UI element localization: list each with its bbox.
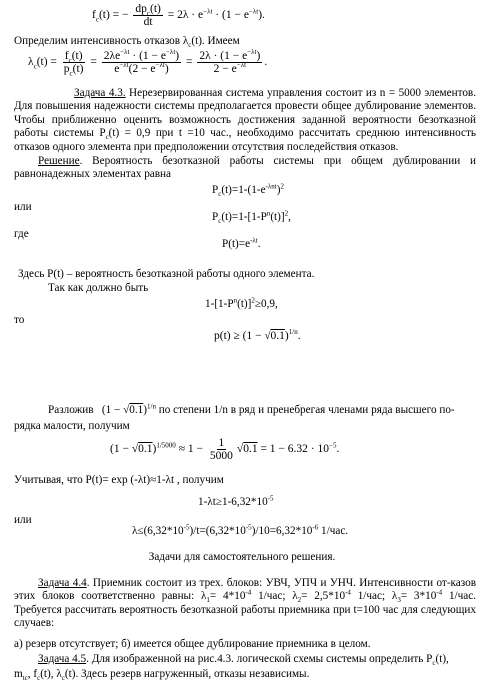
formula-lambda: $\lambda_c(t)$ = $\frac{f_c(t)}{p_c(t)}$ = $\frac{2\lambda e^{-\lambda t} \cdot (1 - e^{-\lambda t})}{e^{-\lambda t}(2 - e^{-\lambda t})}$ = $\frac{2\lambda \cdot (1 - e^{-\lambda t})}{2 - e^{-\lambda t}}$ .	[28, 48, 268, 78]
line-cases: а) резерв отсутствует; б) имеется общее дублирование приемника в целом.	[14, 638, 371, 650]
task-4-4: Задача 4.4. Приемник состоит из трех. блоков: УВЧ, УПЧ и УНЧ. Интенсивности от-казов этих блоков соответственно равны: $\lambda_1= 4*10^{-4}$ 1/час; $\lambda_2= 2,5*10^{-4}$ 1/час; $\lambda_3= 3*10^{-4}$ 1/час. Требуется рассчитать вероятность безотказной работы приемника при t=100 час для следующих случаев:	[14, 577, 477, 630]
line-uchit: Учитывая, что P(t)= exp (-λt)≈1-λt , получим	[14, 474, 224, 486]
line-poryadka: рядка малости, получим	[14, 420, 130, 432]
line-tak: Так как должно быть	[48, 282, 149, 294]
section-heading: Задачи для самостоятельного решения.	[148, 551, 336, 563]
word-ili-1: или	[14, 201, 32, 213]
line-zdes: Здесь P(t) – вероятность безотказной работы одного элемента.	[18, 268, 315, 280]
line-define: Определим интенсивность отказов $\lambda_c(t)$. Имеем	[14, 35, 240, 50]
word-ili-2: или	[14, 514, 32, 526]
formula-lam1: $1-\lambda t\ge 1-6,32*10^{-5}$	[198, 494, 274, 508]
formula-pc1: $P_c(t)=1-(1-e^{-\lambda nt})^2$	[212, 182, 284, 199]
task-4-3: Задача 4.3. Нерезервированная система управления состоит из n = 5000 элементов. Для повышения надежности системы предполагается провести общее дублирование элементов. Чтобы приближенно оценить возможность достижения заданной вероятности безотказной работы системы $P_c(t) = 0,9$ при t =10 час., необходимо рассчитать среднюю интенсивность отказов одного элемента при предположении отсутствия последействия отказов.	[14, 87, 476, 153]
formula-fc: $f_c(t)$ = − $\frac{dp_c(t)}{dt}$ = $2\lambda \cdot e^{-\lambda t} \cdot (1 - e^{-\lambda t})$.	[92, 3, 265, 28]
formula-lam2: $\lambda\le(6,32*10^{-5})/t=(6,32*10^{-5})/10=6,32*10^{-6}$ 1/час.	[132, 523, 349, 537]
formula-pt: $P(t)=e^{-\lambda t}$.	[222, 236, 261, 250]
solution: Решение. Вероятность безотказной работы системы при общем дублировании и равнонадежных элементах равна	[14, 155, 476, 181]
formula-ineq1: $1-[1-P^n(t)]^2\ge 0,9$,	[205, 296, 278, 310]
word-gde: где	[14, 228, 29, 240]
formula-pc2: $P_c(t)=1-[1-P^n(t)]^2$,	[212, 209, 291, 226]
word-to: то	[14, 314, 25, 326]
formula-approx: $(1 - √0.1)^{1/5000} \approx 1$ − $\frac{1}{5000}$ $√0.1 = 1 - 6.32 \cdot 10^{-5}$.	[110, 437, 340, 462]
task-4-5-line2: $m_{tc}$, $f_c(t)$, $\lambda_c(t)$. Здесь резерв нагруженный, отказы независимы.	[14, 668, 310, 683]
formula-ineq2: $p(t) \ge (1 - √0.1)^{1/n}$.	[214, 328, 301, 342]
line-razlozhiv: Разложив $(1 - √0.1)^{1/n}$ по степени 1/n в ряд и пренебрегая членами ряда высшего по-	[48, 402, 455, 416]
task-4-5-line1: Задача 4.5. Для изображенной на рис.4.3. логической схемы системы определить $P_c(t)$,	[38, 653, 449, 668]
